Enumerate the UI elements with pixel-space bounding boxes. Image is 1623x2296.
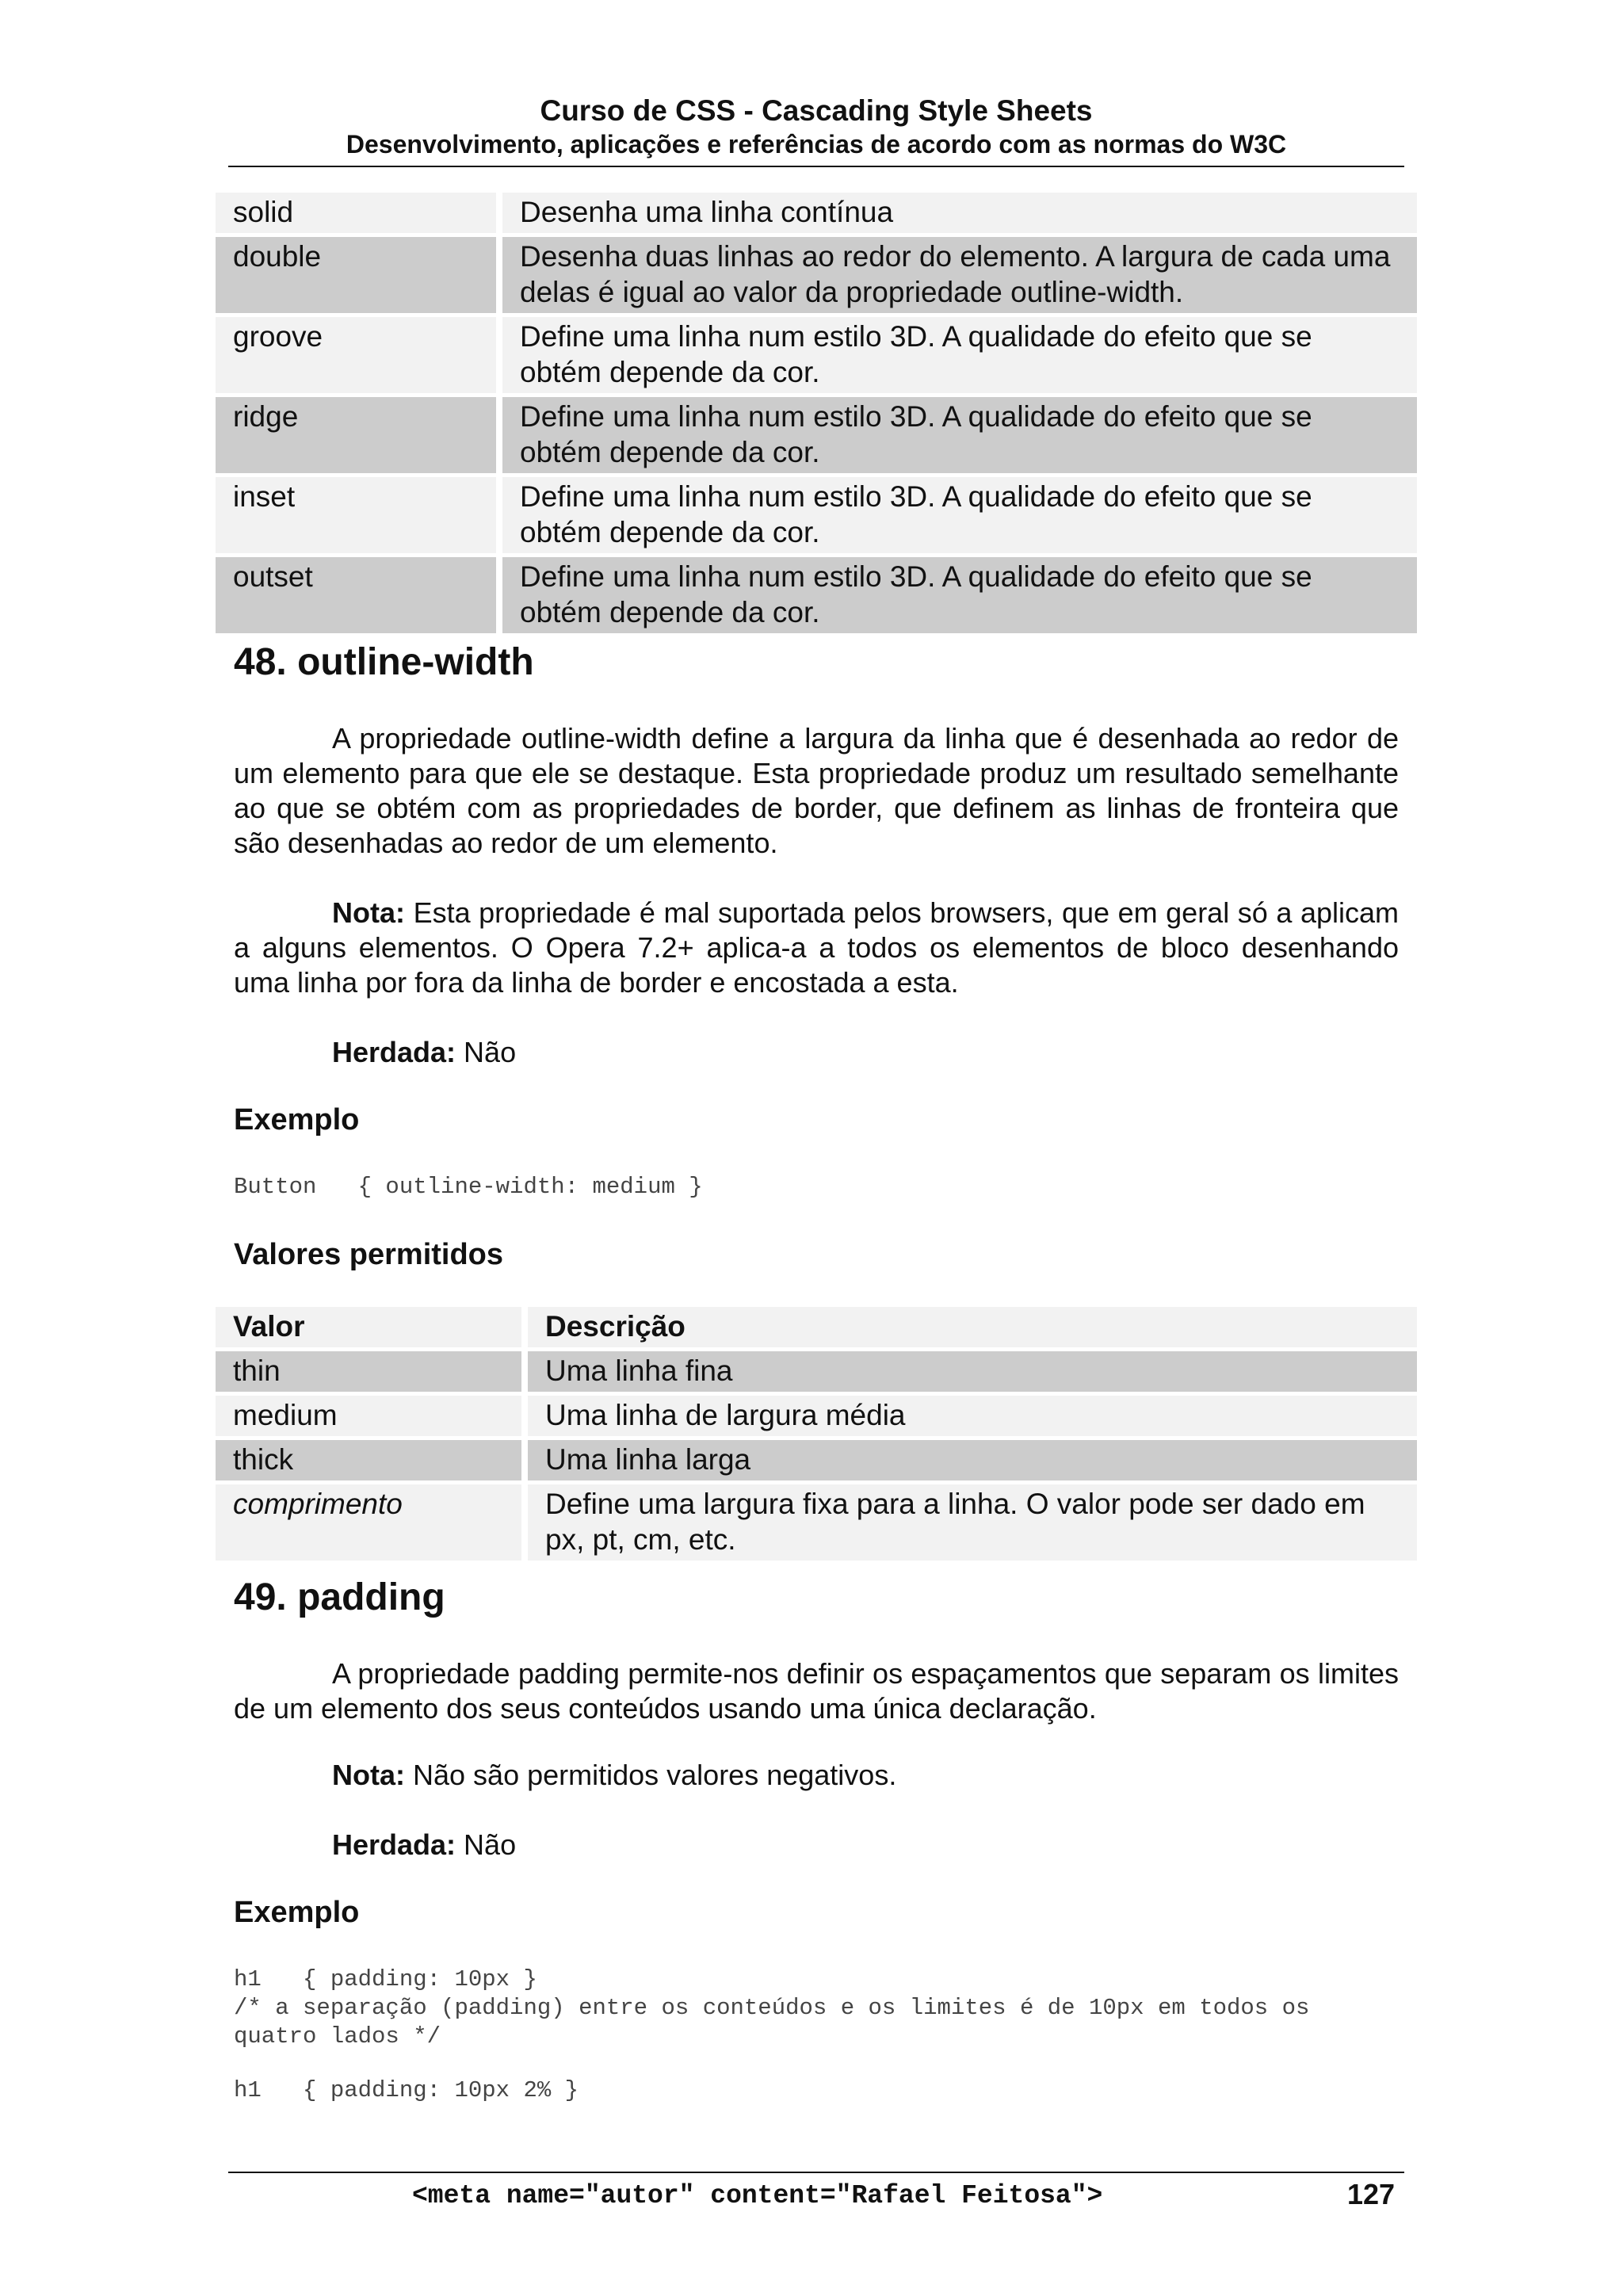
code-example: h1 { padding: 10px } /* a separação (padding) entre os conteúdos e os limites é de 10px em todos os quatro lados */ xyxy=(234,1966,1310,2050)
section-heading-padding: 49. padding xyxy=(234,1576,445,1618)
description-cell: Define uma linha num estilo 3D. A qualidade do efeito que se obtém depende da cor. xyxy=(502,557,1417,633)
header-rule xyxy=(228,166,1404,167)
inherited-label: Herdada: xyxy=(332,1828,456,1861)
description-cell: Define uma linha num estilo 3D. A qualidade do efeito que se obtém depende da cor. xyxy=(502,397,1417,473)
header-subtitle: Desenvolvimento, aplicações e referências de acordo com as normas do W3C xyxy=(346,130,1287,159)
padding-description: A propriedade padding permite-nos definir os espaçamentos que separam os limites de um elemento dos seus conteúdos usando uma única declaração. xyxy=(234,1657,1399,1725)
table-row xyxy=(216,1440,1417,1480)
section-heading-outline-width: 48. outline-width xyxy=(234,641,534,683)
value-cell: ridge xyxy=(216,397,502,473)
page-number: 127 xyxy=(1347,2178,1396,2210)
note-text: Esta propriedade é mal suportada pelos browsers, que em geral só a aplicam a alguns elementos. O Opera 7.2+ aplica-a a todos os elementos de bloco desenhando uma linha por fora da linha de border e encostada a esta. xyxy=(234,896,1399,999)
table-header-row xyxy=(216,1307,1417,1347)
inherited-value: Não xyxy=(456,1036,517,1068)
allowed-values-heading: Valores permitidos xyxy=(234,1238,504,1271)
description-cell: Uma linha de largura média xyxy=(528,1396,1417,1436)
description-cell: Define uma linha num estilo 3D. A qualidade do efeito que se obtém depende da cor. xyxy=(502,477,1417,553)
outline-width-values-table xyxy=(216,1303,1417,1564)
description-cell: Desenha duas linhas ao redor do elemento. A largura de cada uma delas é igual ao valor da propriedade outline-width. xyxy=(502,237,1417,313)
note-label: Nota: xyxy=(332,896,405,929)
table-row xyxy=(216,1396,1417,1436)
description-cell: Define uma linha num estilo 3D. A qualidade do efeito que se obtém depende da cor. xyxy=(502,317,1417,393)
header-title: Curso de CSS - Cascading Style Sheets xyxy=(540,94,1093,127)
table-row xyxy=(216,237,1417,313)
value-cell: comprimento xyxy=(216,1484,528,1561)
value-cell: medium xyxy=(216,1396,528,1436)
value-cell: solid xyxy=(216,193,502,233)
example-heading: Exemplo xyxy=(234,1896,360,1929)
example-heading: Exemplo xyxy=(234,1103,360,1137)
header-cell-description: Descrição xyxy=(528,1307,1417,1347)
note-text: Não são permitidos valores negativos. xyxy=(405,1759,897,1791)
value-cell: inset xyxy=(216,477,502,553)
footer-rule xyxy=(228,2172,1404,2173)
page-header xyxy=(228,94,1404,160)
table-row xyxy=(216,557,1417,633)
inherited-label: Herdada: xyxy=(332,1036,456,1068)
note-label: Nota: xyxy=(332,1759,405,1791)
outline-width-inherited xyxy=(234,1035,1399,1070)
value-cell: thin xyxy=(216,1351,528,1392)
value-cell: thick xyxy=(216,1440,528,1480)
value-cell: outset xyxy=(216,557,502,633)
value-cell: double xyxy=(216,237,502,313)
inherited-value: Não xyxy=(456,1828,517,1861)
code-example: Button { outline-width: medium } xyxy=(234,1174,703,1200)
padding-note xyxy=(234,1758,1399,1793)
table-row xyxy=(216,193,1417,233)
code-example: h1 { padding: 10px 2% } xyxy=(234,2077,579,2103)
value-cell: groove xyxy=(216,317,502,393)
description-cell: Desenha uma linha contínua xyxy=(502,193,1417,233)
outline-width-description: A propriedade outline-width define a largura da linha que é desenhada ao redor de um elemento para que ele se destaque. Esta propriedade produz um resultado semelhante ao que se obtém com as propriedades de border, que definem as linhas de fronteira que são desenhadas ao redor de um elemento. xyxy=(234,722,1399,859)
footer-meta: <meta name="autor" content="Rafael Feitosa"> xyxy=(412,2181,1103,2210)
description-cell: Uma linha larga xyxy=(528,1440,1417,1480)
table-row xyxy=(216,477,1417,553)
outline-width-note xyxy=(234,896,1399,1000)
table-row xyxy=(216,1351,1417,1392)
table-row xyxy=(216,397,1417,473)
table-row xyxy=(216,1484,1417,1561)
padding-inherited xyxy=(234,1828,1399,1862)
description-cell: Uma linha fina xyxy=(528,1351,1417,1392)
outline-style-values-table xyxy=(216,189,1417,637)
table-row xyxy=(216,317,1417,393)
description-cell: Define uma largura fixa para a linha. O valor pode ser dado em px, pt, cm, etc. xyxy=(528,1484,1417,1561)
header-cell-value: Valor xyxy=(216,1307,528,1347)
